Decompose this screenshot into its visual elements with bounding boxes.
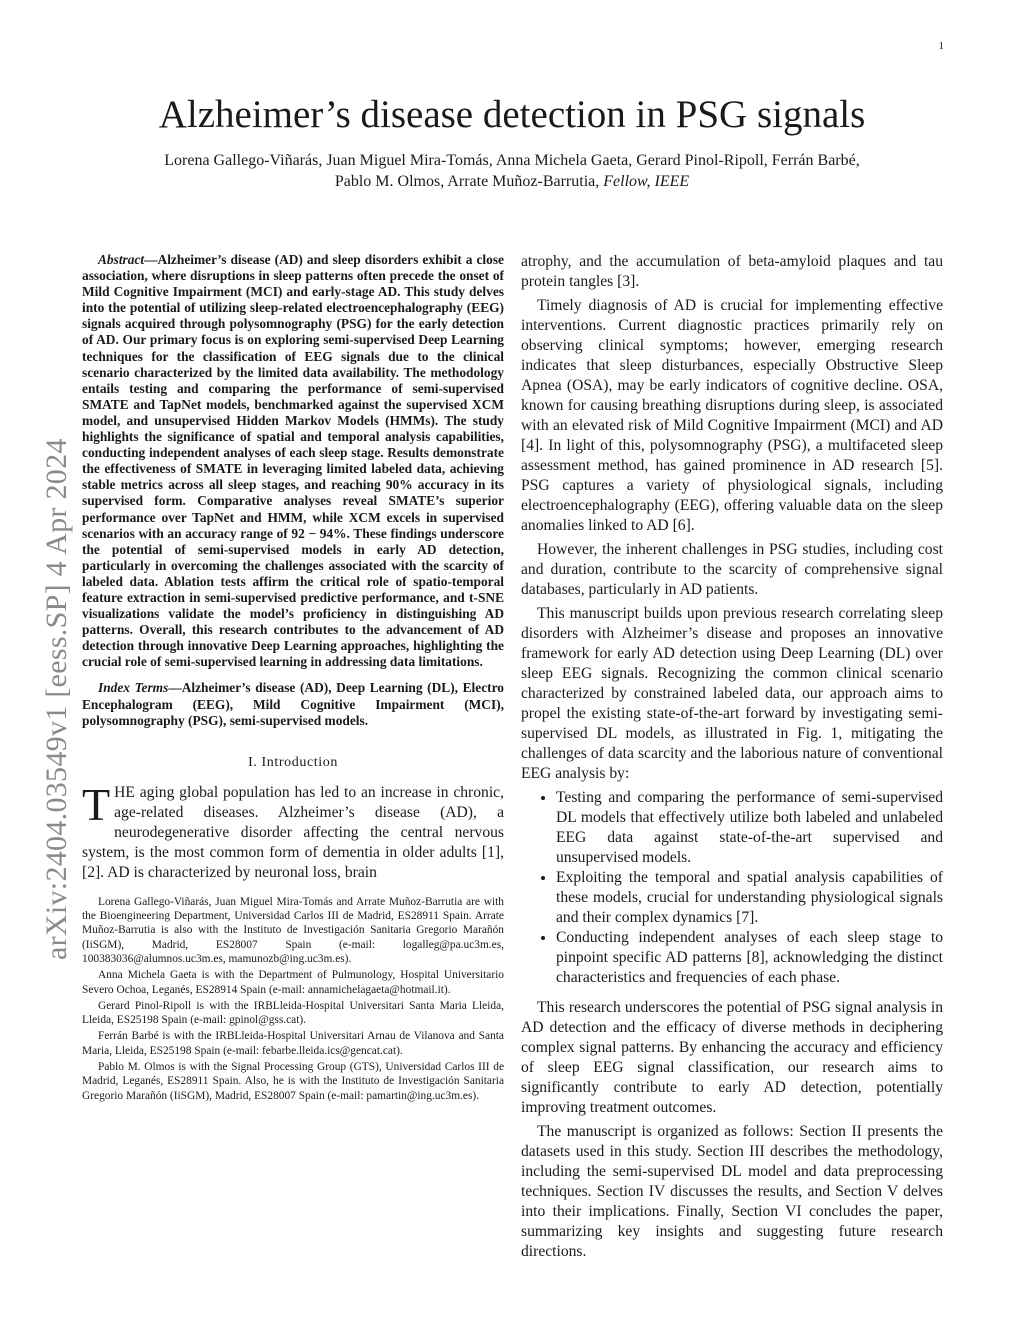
page-number: 1	[938, 40, 944, 52]
footnote: Ferrán Barbé is with the IRBLleida-Hospital Universitari Arnau de Vilanova and Santa Maria, Lleida, ES25198 Spain (e-mail: febarbe.lleida.ics@gencat.cat).	[82, 1030, 504, 1057]
footnote: Gerard Pinol-Ripoll is with the IRBLleida-Hospital Universitari Santa Maria Lleida, Lleida, ES25198 Spain (e-mail: gpinol@gss.cat).	[82, 999, 504, 1027]
index-terms	[82, 680, 504, 728]
paper-title: Alzheimer’s disease detection in PSG signals	[158, 93, 866, 136]
right-column	[521, 252, 943, 1266]
authors-line-2-names: Pablo M. Olmos, Arrate Muñoz-Barrutia,	[334, 173, 600, 190]
abstract-text: —Alzheimer’s disease (AD) and sleep disorders exhibit a close association, where disruptions in sleep patterns often precede the onset of Mild Cognitive Impairment (MCI) and early-stage AD. This study delves into the potential of utilizing sleep-related electroencephalography (EEG) signals acquired through polysomnography (PSG) for the early detection of AD. Our primary focus is on exploring semi-supervised Deep Learning techniques for the classification of EEG signals due to the clinical scenario characterized by the limited data availability. The methodology entails testing and comparing the performance of semi-supervised SMATE and TapNet models, benchmarked against the supervised XCM model, and unsupervised Hidden Markov Models (HMMs). The study highlights the significance of spatial and temporal analysis capabilities, conducting independent analyses of each sleep stage. Results demonstrate the effectiveness of SMATE in leveraging limited labeled data, achieving stable metrics across all sleep stages, and reaching 90% accuracy in its supervised form. Comparative analyses reveal SMATE’s superior performance over TapNet and HMM, while XCM excels in supervised scenarios with an accuracy range of 92 − 94%. These findings underscore the potential of semi-supervised models in early AD detection, particularly in overcoming the challenges associated with the scarcity of labeled data. Ablation tests affirm the critical role of spatio-temporal feature extraction in semi-supervised predictive performance, and t-SNE visualizations validate the model’s proficiency in distinguishing AD patterns. Overall, this research contributes to the advancement of AD detection through innovative Deep Learning approaches, highlighting the crucial role of semi-supervised learning in addressing data limitations.	[82, 252, 504, 670]
intro-text: HE aging global population has led to an increase in chronic, age-related diseases. Alzheimer’s disease (AD), a neurodegenerative disorder affecting the central nervous system, is the most common form of dementia in older adults [1], [2]. AD is characterized by neuronal loss, brain	[82, 783, 504, 881]
footnote: Anna Michela Gaeta is with the Department of Pulmunology, Hospital Universitario Severo Ochoa, Leganés, ES28914 Spain (e-mail: annamichelagaeta@hotmail.it).	[82, 969, 504, 996]
index-terms-lead: Index Terms	[98, 680, 169, 696]
list-item: • Testing and comparing the performance of semi-supervised DL models that effectively utilize both labeled and unlabeled EEG data against state-of-the-art supervised and unsupervised models.	[556, 788, 943, 868]
body-paragraph: This research underscores the potential of PSG signal analysis in AD detection and the efficacy of diverse methods in deciphering complex signal patterns. By enhancing the accuracy and efficiency of sleep EEG signal classification, our research aims to significantly contribute to early AD detection, potentially improving treatment outcomes.	[521, 999, 943, 1116]
body-paragraph: Timely diagnosis of AD is crucial for implementing effective interventions. Current diagnostic practices primarily rely on observing clinical symptoms; however, emerging research indicates that sleep disturbances, especially Obstructive Sleep Apnea (OSA), may be early indicators of cognitive decline. OSA, known for causing breathing disruptions during sleep, is associated with an elevated risk of Mild Cognitive Impairment (MCI) and AD [4]. In light of this, polysomnography (PSG), a multifaceted sleep assessment method, has gained prominence in AD research [5]. PSG captures a variety of physiological signals, including electroencephalography (EEG), offering valuable data on the sleep anomalies linked to AD [6].	[521, 297, 943, 534]
intro-paragraph	[82, 778, 504, 883]
arxiv-stamp: arXiv:2404.03549v1 [eess.SP] 4 Apr 2024	[40, 438, 73, 960]
drop-cap: T	[82, 778, 111, 830]
abstract	[82, 252, 504, 670]
authors-line-1: Lorena Gallego-Viñarás, Juan Miguel Mira-Tomás, Anna Michela Gaeta, Gerard Pinol-Ripoll, Ferrán Barbé,	[164, 152, 860, 169]
body-paragraph: The manuscript is organized as follows: Section II presents the datasets used in this study. Section III describes the methodology, including the semi-supervised DL model and data preprocessing techniques. Section IV discusses the results, and Section V delves into their implications. Finally, Section VI concludes the paper, summarizing key insights and suggesting future research directions.	[521, 1123, 943, 1260]
footnote: Pablo M. Olmos is with the Signal Processing Group (GTS), Universidad Carlos III de Madrid, Leganés, ES28911 Spain. Also, he is with the Instituto de Investigación Sanitaria Gregorio Marañón (IiSGM), Madrid, ES28007 Spain (e-mail: pamartin@ing.uc3m.es).	[82, 1060, 504, 1102]
list-item: • Exploiting the temporal and spatial analysis capabilities of these models, crucial for understanding physiological signals and their complex dynamics [7].	[556, 868, 943, 928]
author-footnotes	[82, 895, 504, 1103]
section-heading-introduction: I. Introduction	[248, 754, 338, 770]
author-title: Fellow, IEEE	[603, 173, 690, 190]
body-paragraph: This manuscript builds upon previous research correlating sleep disorders with Alzheimer’s disease and proposes an innovative framework for early AD detection using Deep Learning (DL) over sleep EEG signals. Recognizing the common clinical scenario characterized by constrained labeled data, our approach aims to propel the existing state-of-the-art forward by investigating semi-supervised DL models, as illustrated in Fig. 1, mitigating the challenges of data scarcity and the laborious nature of conventional EEG analysis by:	[521, 605, 943, 782]
left-column	[82, 252, 504, 1105]
author-list	[100, 150, 924, 192]
abstract-lead: Abstract	[98, 252, 145, 267]
body-paragraph: atrophy, and the accumulation of beta-amyloid plaques and tau protein tangles [3].	[521, 253, 943, 290]
list-item: • Conducting independent analyses of each sleep stage to pinpoint specific AD patterns [8], acknowledging the distinct characteristics and frequencies of each phase.	[556, 928, 943, 988]
footnote: Lorena Gallego-Viñarás, Juan Miguel Mira-Tomás and Arrate Muñoz-Barrutia are with the Bioengineering Department, Universidad Carlos III de Madrid, ES28911 Spain. Arrate Muñoz-Barrutia is also with the Instituto de Investigación Sanitaria Gregorio Marañón (IiSGM), Madrid, ES28007 Spain (e-mail: logalleg@pa.uc3m.es, 100383036@alumnos.uc3m.es, mamunozb@ing.uc3m.es).	[82, 895, 504, 965]
body-paragraph: However, the inherent challenges in PSG studies, including cost and duration, contribute to the scarcity of comprehensive signal databases, particularly in AD patients.	[521, 541, 943, 598]
contribution-list	[521, 788, 943, 988]
authors-line-2	[100, 171, 924, 192]
index-terms-text: —Alzheimer’s disease (AD), Deep Learning (DL), Electro Encephalogram (EEG), Mild Cognitive Impairment (MCI), polysomnography (PSG), semi-supervised models.	[82, 680, 504, 728]
